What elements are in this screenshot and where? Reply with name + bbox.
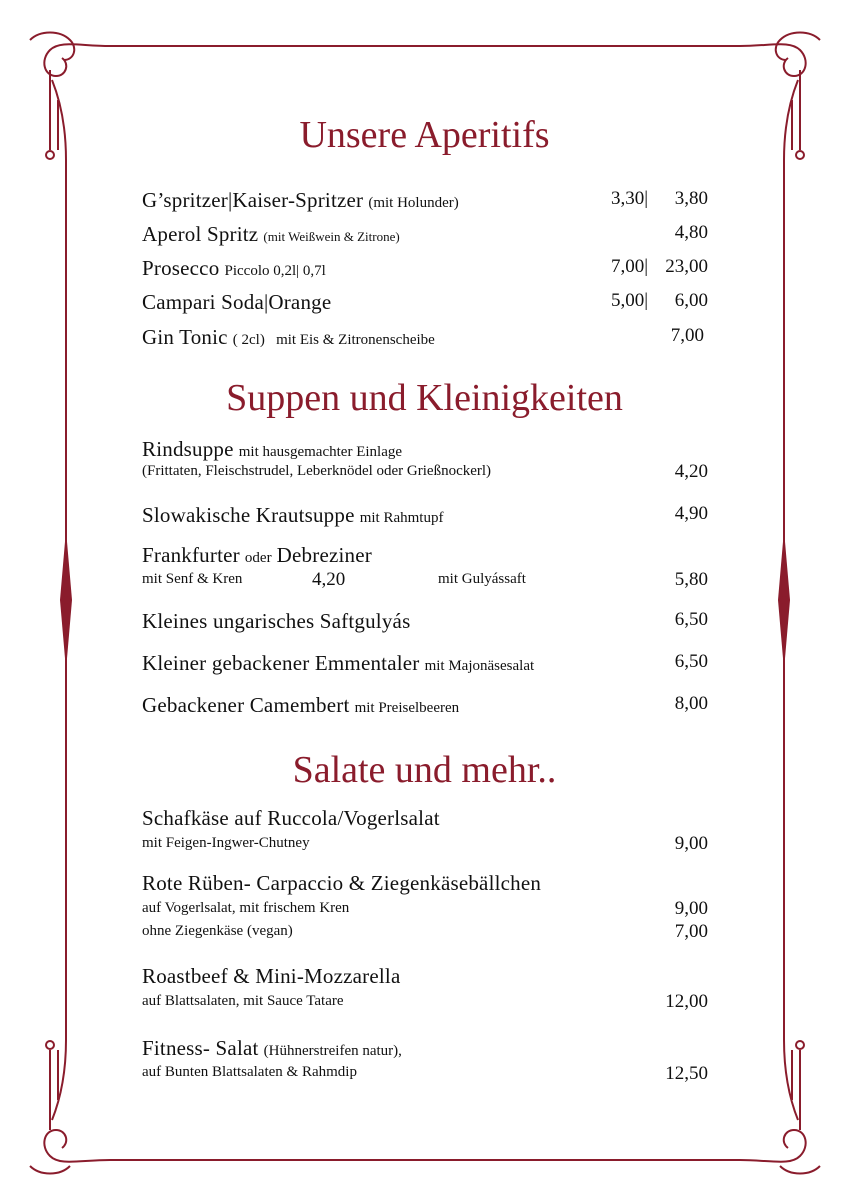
item-name: Aperol Spritz — [142, 222, 259, 246]
item-price: 12,50 — [665, 1063, 708, 1084]
item-note: Piccolo 0,2l| 0,7l — [224, 263, 326, 279]
item-price-b: 3,80 — [674, 188, 708, 209]
menu-item — [142, 437, 708, 487]
item-note: mit hausgemachter Einlage — [238, 444, 403, 460]
item-price: 9,00 — [674, 898, 708, 919]
item-sub-1: mit Senf & Kren — [142, 571, 243, 587]
item-note: mit Preiselbeeren — [354, 700, 460, 716]
item-mid: oder — [244, 550, 272, 566]
menu-item — [142, 1036, 708, 1086]
menu-item — [142, 806, 708, 856]
section-title-suppen: Suppen und Kleinigkeiten — [226, 377, 623, 419]
menu-item — [142, 256, 708, 281]
item-name: Fitness- Salat — [142, 1036, 259, 1060]
item-price-a: 3,30| — [610, 188, 648, 209]
item-sub-2: ohne Ziegenkäse (vegan) — [142, 923, 293, 939]
item-note: (mit Holunder) — [368, 195, 459, 211]
item-price: 4,20 — [674, 461, 708, 482]
item-sub: (Frittaten, Fleischstrudel, Leberknödel oder Grießnockerl) — [142, 463, 492, 479]
item-price: 8,00 — [674, 693, 708, 714]
item-name-2: Debreziner — [276, 543, 372, 567]
item-sub: auf Vogerlsalat, mit frischem Kren — [142, 900, 350, 916]
menu-item — [142, 964, 708, 1014]
item-price-b: 23,00 — [665, 256, 708, 277]
item-note: (Hühnerstreifen natur), — [263, 1043, 402, 1059]
item-note: mit Majonäsesalat — [424, 658, 535, 674]
item-price: 9,00 — [674, 833, 708, 854]
menu-item — [142, 871, 708, 943]
menu-item — [142, 290, 708, 315]
item-name: Gebackener Camembert — [142, 693, 350, 717]
item-name: Roastbeef & Mini-Mozzarella — [142, 964, 401, 988]
item-name: Kleiner gebackener Emmentaler — [142, 651, 420, 675]
item-note: ( 2cl) mit Eis & Zitronenscheibe — [232, 332, 435, 348]
item-price: 5,80 — [674, 569, 708, 590]
item-name: Schafkäse auf Ruccola/Vogerlsalat — [142, 806, 440, 830]
item-price: 7,00 — [670, 325, 704, 346]
section-title-salate: Salate und mehr.. — [292, 749, 557, 791]
menu-item — [142, 543, 708, 593]
item-sub: auf Blattsalaten, mit Sauce Tatare — [142, 993, 344, 1009]
item-price: 6,50 — [674, 609, 708, 630]
item-sub: auf Bunten Blattsalaten & Rahmdip — [142, 1064, 357, 1080]
item-name: G’spritzer|Kaiser-Spritzer — [142, 188, 364, 212]
menu-item — [142, 651, 708, 676]
item-name: Gin Tonic — [142, 325, 228, 349]
menu-item — [142, 693, 708, 718]
menu-item — [142, 325, 708, 350]
item-price: 4,80 — [674, 222, 708, 243]
item-name: Frankfurter — [142, 543, 240, 567]
item-price: 4,90 — [674, 503, 708, 524]
item-price-b: 6,00 — [674, 290, 708, 311]
item-note: mit Rahmtupf — [359, 510, 444, 526]
item-price-2: 7,00 — [674, 921, 708, 942]
item-price-a: 5,00| — [610, 290, 648, 311]
item-name: Prosecco — [142, 256, 220, 280]
menu-item — [142, 503, 708, 528]
item-price: 12,00 — [665, 991, 708, 1012]
item-name: Slowakische Krautsuppe — [142, 503, 355, 527]
item-name: Kleines ungarisches Saftgulyás — [142, 609, 411, 633]
menu-item — [142, 222, 708, 247]
item-price-a: 7,00| — [610, 256, 648, 277]
section-title-aperitifs: Unsere Aperitifs — [299, 114, 550, 156]
item-name: Rindsuppe — [142, 437, 234, 461]
item-note: (mit Weißwein & Zitrone) — [263, 229, 400, 244]
item-sub: mit Feigen-Ingwer-Chutney — [142, 835, 310, 851]
menu-item — [142, 609, 708, 634]
item-name: Campari Soda|Orange — [142, 290, 332, 314]
item-sub-1-price: 4,20 — [312, 569, 346, 590]
item-price: 6,50 — [674, 651, 708, 672]
item-name: Rote Rüben- Carpaccio & Ziegenkäsebällchen — [142, 871, 542, 895]
menu-item — [142, 188, 708, 213]
item-sub-2: mit Gulyássaft — [438, 571, 526, 587]
